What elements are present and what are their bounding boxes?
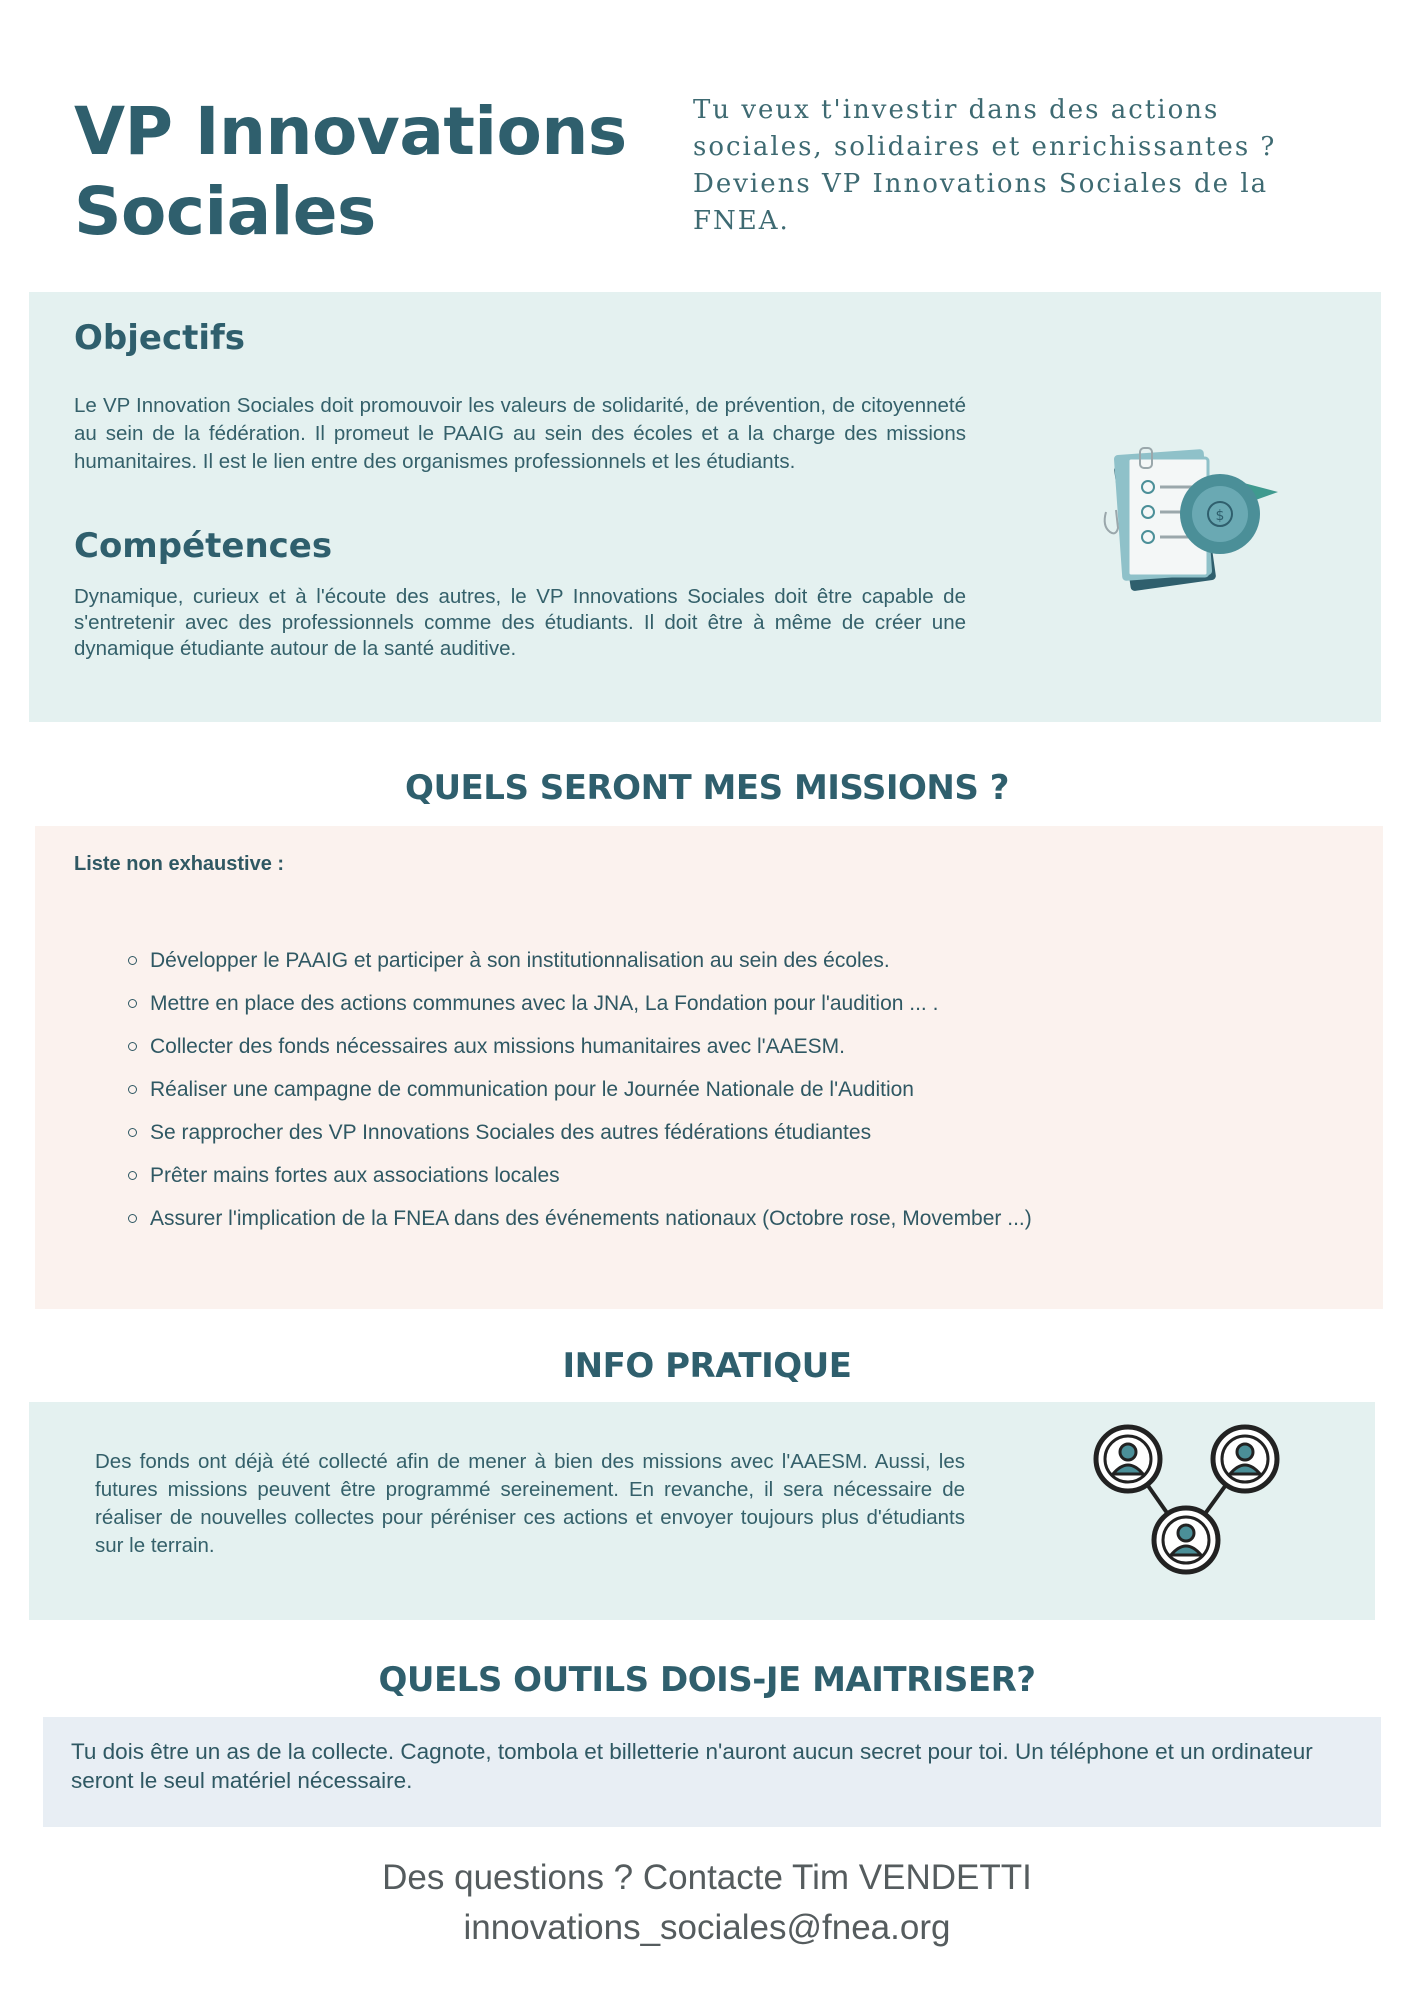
bullet-icon bbox=[128, 1214, 137, 1223]
missions-heading: QUELS SERONT MES MISSIONS ? bbox=[405, 768, 1009, 808]
person-icon bbox=[1096, 1427, 1160, 1491]
bullet-icon bbox=[128, 1171, 137, 1180]
info-text: Des fonds ont déjà été collecté afin de mener à bien des missions avec l'AAESM. Aussi, les futures missions peuvent être programmé sereinement. En revanche, il sera nécessaire de réaliser de nouvelles collectes pour péréniser ces actions et envoyer toujours plus d'étudiants sur le terrain. bbox=[95, 1450, 965, 1557]
tagline: Tu veux t'investir dans des actions sociales, solidaires et enrichissantes ? Deviens VP Innovations Sociales de la FNEA. bbox=[693, 95, 1277, 236]
list-note: Liste non exhaustive : bbox=[74, 853, 285, 875]
contact-line: Des questions ? Contacte Tim VENDETTI bbox=[382, 1858, 1032, 1897]
list-item: Assurer l'implication de la FNEA dans des événements nationaux (Octobre rose, Movember ...) bbox=[118, 1197, 1318, 1240]
list-item: Mettre en place des actions communes avec la JNA, La Fondation pour l'audition ... . bbox=[118, 982, 1318, 1025]
objectives-text: Le VP Innovation Sociales doit promouvoir les valeurs de solidarité, de prévention, de citoyenneté au sein de la fédération. Il promeut le PAAIG au sein des écoles et a la charge des missions humanitaires. Il est le lien entre des organismes professionnels et les étudiants. bbox=[74, 394, 966, 473]
list-item: Réaliser une campagne de communication pour le Journée Nationale de l'Audition bbox=[118, 1068, 1318, 1111]
bullet-icon bbox=[128, 1085, 137, 1094]
bullet-icon bbox=[128, 956, 137, 965]
competences-text: Dynamique, curieux et à l'écoute des autres, le VP Innovations Sociales doit être capable de s'entretenir avec des professionnels comme des étudiants. Il doit être à même de créer une dynamique étudiante autour de la santé auditive. bbox=[74, 585, 966, 660]
tools-heading: QUELS OUTILS DOIS-JE MAITRISER? bbox=[378, 1660, 1036, 1700]
tools-text: Tu dois être un as de la collecte. Cagnote, tombola et billetterie n'auront aucun secret pour toi. Un téléphone et un ordinateur seront le seul matériel nécessaire. bbox=[71, 1739, 1313, 1793]
list-item: Se rapprocher des VP Innovations Sociales des autres fédérations étudiantes bbox=[118, 1111, 1318, 1154]
page-title bbox=[74, 92, 634, 252]
bullet-icon bbox=[128, 1128, 137, 1137]
competences-heading: Compétences bbox=[74, 526, 333, 566]
info-heading: INFO PRATIQUE bbox=[562, 1346, 852, 1386]
list-item: Collecter des fonds nécessaires aux missions humanitaires avec l'AAESM. bbox=[118, 1025, 1318, 1068]
title-line-1: VP Innovations bbox=[74, 93, 627, 170]
list-item: Prêter mains fortes aux associations locales bbox=[118, 1154, 1318, 1197]
list-item: Développer le PAAIG et participer à son institutionnalisation au sein des écoles. bbox=[118, 939, 1318, 982]
person-icon bbox=[1154, 1508, 1218, 1572]
checklist-coin-icon bbox=[1100, 442, 1285, 602]
objectives-heading: Objectifs bbox=[74, 318, 246, 358]
contact-email[interactable]: innovations_sociales@fnea.org bbox=[463, 1908, 951, 1947]
svg-text:$: $ bbox=[1215, 508, 1225, 524]
person-icon bbox=[1213, 1427, 1277, 1491]
mission-list bbox=[118, 939, 1318, 1240]
title-line-2: Sociales bbox=[74, 173, 376, 250]
people-network-icon bbox=[1090, 1422, 1290, 1582]
bullet-icon bbox=[128, 1042, 137, 1051]
bullet-icon bbox=[128, 999, 137, 1008]
